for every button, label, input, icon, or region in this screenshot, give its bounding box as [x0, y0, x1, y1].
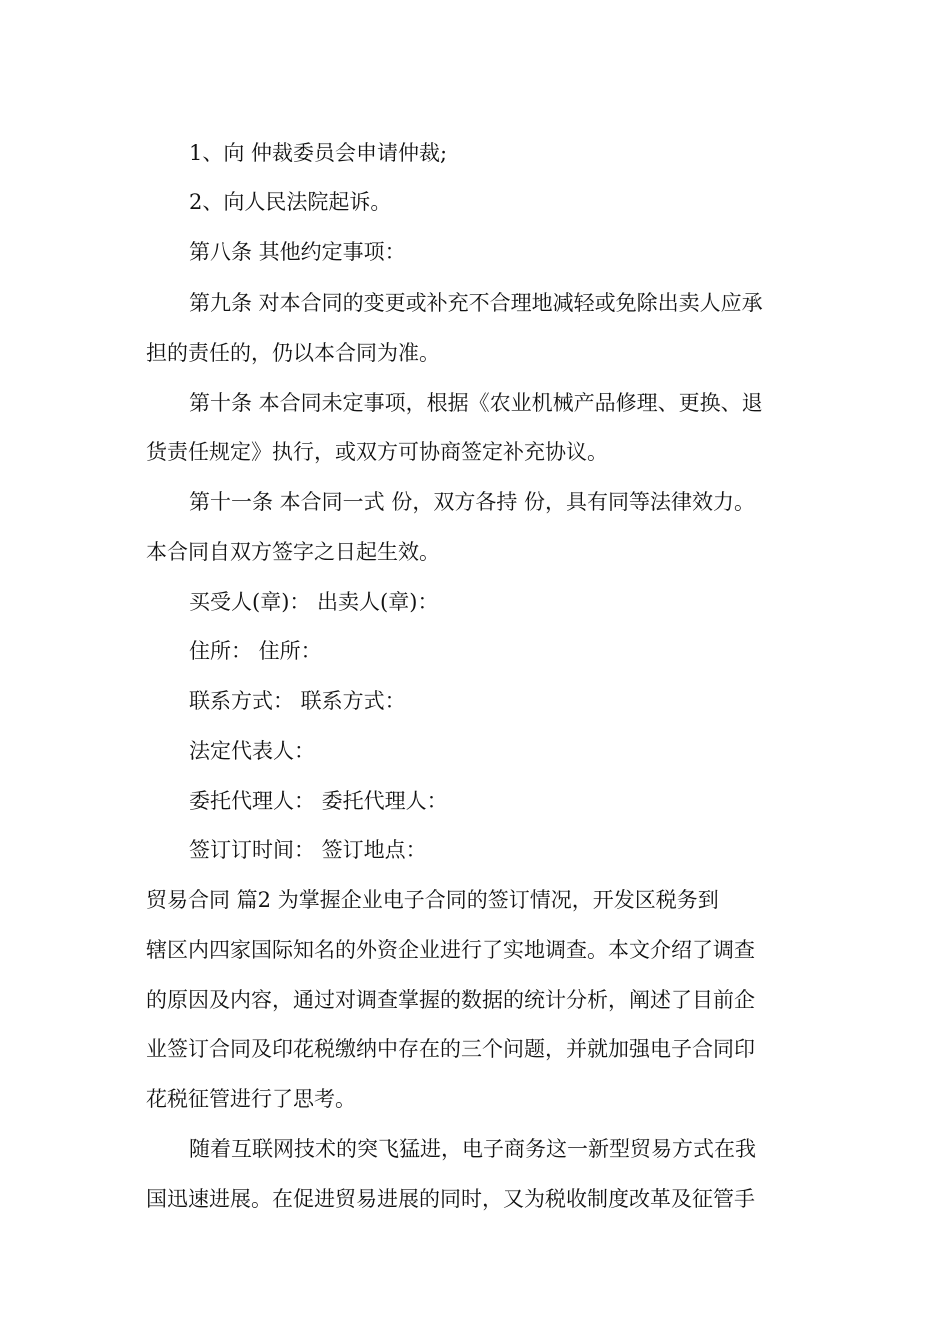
text-line: 辖区内四家国际知名的外资企业进行了实地调查。本文介绍了调查: [146, 938, 755, 962]
text-line: 第九条 对本合同的变更或补充不合理地减轻或免除出卖人应承: [189, 291, 763, 315]
text-line: 第十条 本合同未定事项，根据《农业机械产品修理、更换、退: [189, 391, 763, 415]
text-line: 的原因及内容，通过对调查掌握的数据的统计分析，阐述了目前企: [146, 988, 755, 1012]
text-line: 1、向 仲裁委员会申请仲裁;: [189, 141, 448, 165]
text-line: 联系方式： 联系方式：: [189, 689, 406, 713]
text-line: 贸易合同 篇2 为掌握企业电子合同的签订情况，开发区税务到: [146, 888, 719, 912]
text-line: 第十一条 本合同一式 份，双方各持 份，具有同等法律效力。: [189, 490, 756, 514]
text-line: 本合同自双方签字之日起生效。: [146, 540, 440, 564]
text-line: 法定代表人：: [189, 739, 315, 763]
text-line: 第八条 其他约定事项：: [189, 240, 406, 264]
text-line: 货责任规定》执行，或双方可协商签定补充协议。: [146, 440, 608, 464]
text-line: 住所： 住所：: [189, 639, 322, 663]
text-line: 担的责任的，仍以本合同为准。: [146, 341, 440, 365]
text-line: 国迅速进展。在促进贸易进展的同时，又为税收制度改革及征管手: [146, 1187, 755, 1211]
text-line: 签订订时间： 签订地点：: [189, 838, 427, 862]
text-line: 2、向人民法院起诉。: [189, 190, 392, 214]
text-line: 委托代理人： 委托代理人：: [189, 789, 448, 813]
text-line: 买受人(章)： 出卖人(章)：: [189, 590, 439, 614]
text-line: 业签订合同及印花税缴纳中存在的三个问题，并就加强电子合同印: [146, 1037, 755, 1061]
text-line: 随着互联网技术的突飞猛进，电子商务这一新型贸易方式在我: [189, 1137, 756, 1161]
text-line: 花税征管进行了思考。: [146, 1087, 356, 1111]
